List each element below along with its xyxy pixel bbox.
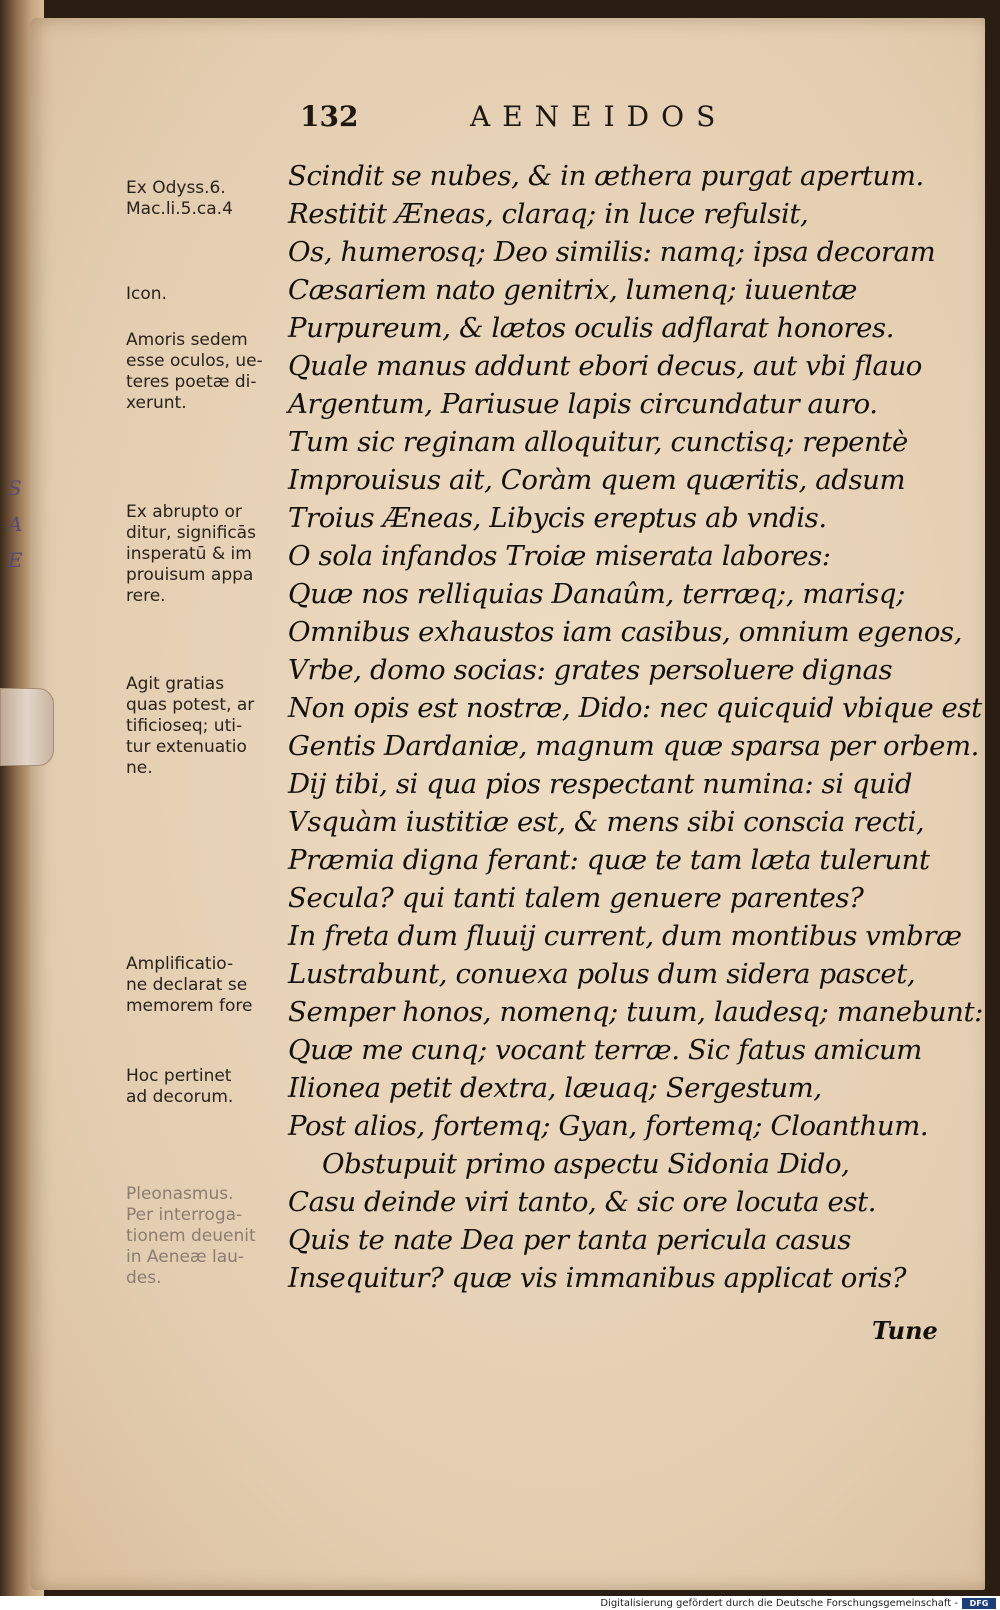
- verse-line: Gentis Dardaniæ, magnum quæ sparsa per orbem.: [288, 730, 979, 762]
- verse-line: Os, humerosq; Deo similis: namq; ipsa decoram: [288, 236, 936, 268]
- verse-line: In freta dum fluuij current, dum montibus vmbræ: [288, 920, 962, 952]
- note-line: Hoc pertinet: [126, 1066, 232, 1086]
- page-number: 132: [300, 100, 359, 133]
- dfg-logo: DFG: [962, 1598, 996, 1609]
- note-line: Icon.: [126, 284, 167, 304]
- note-line: Ex abrupto or: [126, 502, 242, 522]
- verse-line: Quæ nos relliquias Danaûm, terræq;, marisq;: [288, 578, 905, 610]
- verse-line: Dij tibi, si qua pios respectant numina: si quid: [288, 768, 913, 800]
- note-line: xerunt.: [126, 393, 187, 413]
- verse-line: Argentum, Pariusue lapis circundatur auro.: [288, 388, 878, 420]
- spine-mark: E: [8, 548, 23, 572]
- spine-mark: S: [8, 476, 22, 500]
- running-title: AENEIDOS: [470, 100, 728, 133]
- verse-line: Purpureum, & lætos oculis adflarat honores.: [288, 312, 895, 344]
- note-line: in Aeneæ lau-: [126, 1247, 245, 1267]
- note-line: ad decorum.: [126, 1087, 234, 1107]
- verse-line: Præmia digna ferant: quæ te tam læta tulerunt: [288, 844, 930, 876]
- verse-line: Quis te nate Dea per tanta pericula casus: [288, 1224, 851, 1256]
- verse-line: Quale manus addunt ebori decus, aut vbi flauo: [288, 350, 922, 382]
- verse-line: O sola infandos Troiæ miserata labores:: [288, 540, 831, 572]
- note-line: esse oculos, ue-: [126, 351, 263, 371]
- spine-mark: A: [8, 512, 23, 536]
- margin-note: [126, 674, 296, 779]
- note-line: tur extenuatio: [126, 737, 247, 757]
- verse-line: Obstupuit primo aspectu Sidonia Dido,: [322, 1148, 850, 1180]
- page-header: [300, 100, 800, 140]
- verse-line: Non opis est nostræ, Dido: nec quicquid vbique est: [288, 692, 982, 724]
- verse-line: Vsquàm iustitiæ est, & mens sibi conscia recti,: [288, 806, 925, 838]
- verse-line: Ilionea petit dextra, læuaq; Sergestum,: [288, 1072, 822, 1104]
- note-line: insperatū & im: [126, 544, 252, 564]
- note-line: Amoris sedem: [126, 330, 248, 350]
- note-line: teres poetæ di-: [126, 372, 257, 392]
- verse-line: Lustrabunt, conuexa polus dum sidera pascet,: [288, 958, 916, 990]
- page-clasp: [0, 688, 54, 766]
- verse-line: Quæ me cunq; vocant terræ. Sic fatus amicum: [288, 1034, 922, 1066]
- note-line: ditur, significās: [126, 523, 256, 543]
- verse-line: Tum sic reginam alloquitur, cunctisq; repentè: [288, 426, 908, 458]
- spine-marks: [8, 470, 26, 630]
- margin-note: [126, 178, 296, 220]
- note-line: Amplificatio-: [126, 954, 234, 974]
- margin-note: [126, 954, 296, 1017]
- note-line: Agit gratias: [126, 674, 225, 694]
- note-line: des.: [126, 1268, 162, 1288]
- note-line: rere.: [126, 586, 166, 606]
- verse-line: Improuisus ait, Coràm quem quæritis, adsum: [288, 464, 906, 496]
- margin-note: [126, 284, 296, 305]
- margin-note: [126, 502, 296, 607]
- note-line: tionem deuenit: [126, 1226, 256, 1246]
- note-line: ne.: [126, 758, 153, 778]
- verse-line: Secula? qui tanti talem genuere parentes?: [288, 882, 864, 914]
- verse-line: Troius Æneas, Libycis ereptus ab vndis.: [288, 502, 827, 534]
- note-line: ne declarat se: [126, 975, 248, 995]
- verse-line: Restitit Æneas, claraq; in luce refulsit,: [288, 198, 809, 230]
- note-line: quas potest, ar: [126, 695, 255, 715]
- verse-line: Cæsariem nato genitrix, lumenq; iuuentæ: [288, 274, 857, 306]
- verse-line: Casu deinde viri tanto, & sic ore locuta est.: [288, 1186, 877, 1218]
- verse-line: Semper honos, nomenq; tuum, laudesq; manebunt:: [288, 996, 983, 1028]
- margin-note: [126, 1066, 296, 1108]
- note-line: prouisum appa: [126, 565, 254, 585]
- verse-line: Insequitur? quæ vis immanibus applicat oris?: [288, 1262, 907, 1294]
- verse-line: Scindit se nubes, & in æthera purgat apertum.: [288, 160, 924, 192]
- note-line: Pleonasmus.: [126, 1184, 234, 1204]
- margin-note: [126, 330, 296, 414]
- margin-note: [126, 1184, 296, 1289]
- footer-credit: Digitalisierung gefördert durch die Deutsche Forschungsgemeinschaft -: [600, 1598, 958, 1609]
- note-line: tificioseq; uti-: [126, 716, 243, 736]
- note-line: Mac.li.5.ca.4: [126, 199, 233, 219]
- note-line: memorem fore: [126, 996, 253, 1016]
- verse-line: Omnibus exhaustos iam casibus, omnium egenos,: [288, 616, 963, 648]
- note-line: Per interroga-: [126, 1205, 243, 1225]
- verse-line: Vrbe, domo socias: grates persoluere dignas: [288, 654, 893, 686]
- verse-line: Post alios, fortemq; Gyan, fortemq; Cloanthum.: [288, 1110, 929, 1142]
- catchword: Tune: [872, 1316, 938, 1345]
- note-line: Ex Odyss.6.: [126, 178, 226, 198]
